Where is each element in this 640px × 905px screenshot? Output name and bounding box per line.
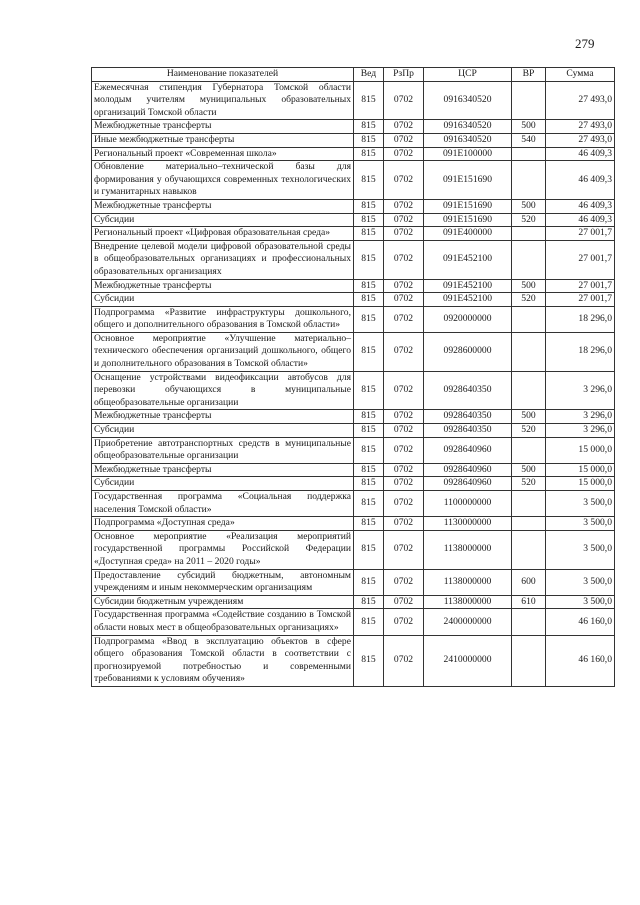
table-row bbox=[92, 147, 615, 161]
cell-sum: 27 493,0 bbox=[546, 81, 615, 120]
table-row bbox=[92, 477, 615, 491]
cell-vr bbox=[512, 491, 546, 517]
cell-vr: 500 bbox=[512, 463, 546, 477]
cell-name: Межбюджетные трансферты bbox=[92, 199, 354, 213]
cell-name: Предоставление субсидий бюджетным, автономным учреждениям и иным некоммерческим организациям bbox=[92, 569, 354, 595]
cell-vr bbox=[512, 332, 546, 371]
table-row bbox=[92, 491, 615, 517]
cell-vr: 520 bbox=[512, 477, 546, 491]
table-row bbox=[92, 213, 615, 227]
cell-rzpr: 0702 bbox=[384, 306, 424, 332]
cell-sum: 3 500,0 bbox=[546, 530, 615, 569]
cell-csr: 091E452100 bbox=[424, 279, 512, 293]
cell-rzpr: 0702 bbox=[384, 595, 424, 609]
table-row bbox=[92, 279, 615, 293]
cell-csr: 1138000000 bbox=[424, 595, 512, 609]
header-vr: ВР bbox=[512, 68, 546, 82]
cell-csr: 0916340520 bbox=[424, 133, 512, 147]
cell-name: Региональный проект «Современная школа» bbox=[92, 147, 354, 161]
cell-csr: 0928640350 bbox=[424, 410, 512, 424]
table-row bbox=[92, 293, 615, 307]
cell-name: Оснащение устройствами видеофиксации автобусов для перевозки обучающихся в муниципальные общеобразовательные организации bbox=[92, 371, 354, 410]
cell-name: Основное мероприятие «Улучшение материально–технического обеспечения организаций дошкольного, общего и дополнительного образования в Томской области» bbox=[92, 332, 354, 371]
cell-ved: 815 bbox=[354, 213, 384, 227]
table-row bbox=[92, 595, 615, 609]
cell-vr bbox=[512, 635, 546, 686]
table-row bbox=[92, 410, 615, 424]
cell-csr: 0928640960 bbox=[424, 437, 512, 463]
cell-csr: 0928640350 bbox=[424, 424, 512, 438]
cell-csr: 0916340520 bbox=[424, 120, 512, 134]
cell-rzpr: 0702 bbox=[384, 199, 424, 213]
cell-name: Государственная программа «Содействие созданию в Томской области новых мест в общеобразовательных организациях» bbox=[92, 609, 354, 635]
cell-ved: 815 bbox=[354, 635, 384, 686]
cell-sum: 3 296,0 bbox=[546, 424, 615, 438]
cell-csr: 091E400000 bbox=[424, 227, 512, 241]
cell-name: Субсидии bbox=[92, 424, 354, 438]
cell-vr bbox=[512, 240, 546, 279]
cell-sum: 3 296,0 bbox=[546, 410, 615, 424]
cell-csr: 1130000000 bbox=[424, 517, 512, 531]
table-row bbox=[92, 530, 615, 569]
cell-sum: 18 296,0 bbox=[546, 306, 615, 332]
header-sum: Сумма bbox=[546, 68, 615, 82]
cell-name: Межбюджетные трансферты bbox=[92, 463, 354, 477]
table-row bbox=[92, 120, 615, 134]
cell-sum: 27 001,7 bbox=[546, 240, 615, 279]
cell-sum: 15 000,0 bbox=[546, 477, 615, 491]
cell-ved: 815 bbox=[354, 517, 384, 531]
cell-name: Обновление материально–технической базы для формирования у обучающихся современных технологических и гуманитарных навыков bbox=[92, 161, 354, 200]
cell-ved: 815 bbox=[354, 147, 384, 161]
cell-rzpr: 0702 bbox=[384, 332, 424, 371]
cell-ved: 815 bbox=[354, 424, 384, 438]
cell-rzpr: 0702 bbox=[384, 147, 424, 161]
cell-ved: 815 bbox=[354, 293, 384, 307]
cell-ved: 815 bbox=[354, 437, 384, 463]
cell-ved: 815 bbox=[354, 227, 384, 241]
cell-name: Подпрограмма «Ввод в эксплуатацию объектов в сфере общего образования Томской области в соответствии с прогнозируемой потребностью и современными требованиями к условиям обучения» bbox=[92, 635, 354, 686]
cell-vr: 540 bbox=[512, 133, 546, 147]
table-row bbox=[92, 240, 615, 279]
cell-ved: 815 bbox=[354, 530, 384, 569]
cell-sum: 46 160,0 bbox=[546, 609, 615, 635]
page-number: 279 bbox=[575, 36, 595, 51]
cell-ved: 815 bbox=[354, 161, 384, 200]
cell-csr: 0916340520 bbox=[424, 81, 512, 120]
cell-rzpr: 0702 bbox=[384, 120, 424, 134]
cell-rzpr: 0702 bbox=[384, 293, 424, 307]
cell-ved: 815 bbox=[354, 371, 384, 410]
cell-ved: 815 bbox=[354, 595, 384, 609]
table-header-row bbox=[92, 68, 615, 82]
cell-sum: 27 001,7 bbox=[546, 293, 615, 307]
cell-vr bbox=[512, 161, 546, 200]
cell-csr: 091E151690 bbox=[424, 213, 512, 227]
cell-rzpr: 0702 bbox=[384, 491, 424, 517]
table-row bbox=[92, 437, 615, 463]
cell-csr: 0920000000 bbox=[424, 306, 512, 332]
table-row bbox=[92, 371, 615, 410]
cell-ved: 815 bbox=[354, 279, 384, 293]
cell-rzpr: 0702 bbox=[384, 161, 424, 200]
cell-vr: 520 bbox=[512, 424, 546, 438]
cell-rzpr: 0702 bbox=[384, 213, 424, 227]
cell-rzpr: 0702 bbox=[384, 410, 424, 424]
cell-rzpr: 0702 bbox=[384, 240, 424, 279]
cell-vr bbox=[512, 609, 546, 635]
cell-csr: 1100000000 bbox=[424, 491, 512, 517]
cell-ved: 815 bbox=[354, 609, 384, 635]
cell-name: Иные межбюджетные трансферты bbox=[92, 133, 354, 147]
cell-vr bbox=[512, 517, 546, 531]
cell-rzpr: 0702 bbox=[384, 424, 424, 438]
cell-csr: 091E151690 bbox=[424, 161, 512, 200]
cell-name: Подпрограмма «Развитие инфраструктуры дошкольного, общего и дополнительного образования в Томской области» bbox=[92, 306, 354, 332]
cell-sum: 3 500,0 bbox=[546, 595, 615, 609]
cell-ved: 815 bbox=[354, 569, 384, 595]
cell-csr: 1138000000 bbox=[424, 569, 512, 595]
cell-csr: 091E100000 bbox=[424, 147, 512, 161]
cell-csr: 091E452100 bbox=[424, 240, 512, 279]
cell-ved: 815 bbox=[354, 81, 384, 120]
cell-csr: 091E151690 bbox=[424, 199, 512, 213]
cell-rzpr: 0702 bbox=[384, 279, 424, 293]
cell-rzpr: 0702 bbox=[384, 437, 424, 463]
cell-vr bbox=[512, 227, 546, 241]
cell-sum: 3 500,0 bbox=[546, 517, 615, 531]
cell-sum: 46 409,3 bbox=[546, 147, 615, 161]
header-ved: Вед bbox=[354, 68, 384, 82]
cell-sum: 27 493,0 bbox=[546, 120, 615, 134]
cell-rzpr: 0702 bbox=[384, 609, 424, 635]
cell-vr: 500 bbox=[512, 120, 546, 134]
cell-vr bbox=[512, 147, 546, 161]
cell-vr bbox=[512, 306, 546, 332]
cell-rzpr: 0702 bbox=[384, 81, 424, 120]
cell-rzpr: 0702 bbox=[384, 133, 424, 147]
cell-ved: 815 bbox=[354, 410, 384, 424]
cell-csr: 0928640960 bbox=[424, 477, 512, 491]
cell-name: Межбюджетные трансферты bbox=[92, 120, 354, 134]
cell-sum: 15 000,0 bbox=[546, 437, 615, 463]
cell-rzpr: 0702 bbox=[384, 371, 424, 410]
table-row bbox=[92, 569, 615, 595]
cell-ved: 815 bbox=[354, 199, 384, 213]
cell-vr: 500 bbox=[512, 410, 546, 424]
cell-rzpr: 0702 bbox=[384, 227, 424, 241]
cell-sum: 27 001,7 bbox=[546, 279, 615, 293]
cell-vr: 600 bbox=[512, 569, 546, 595]
cell-name: Государственная программа «Социальная поддержка населения Томской области» bbox=[92, 491, 354, 517]
cell-rzpr: 0702 bbox=[384, 635, 424, 686]
cell-vr: 610 bbox=[512, 595, 546, 609]
cell-ved: 815 bbox=[354, 477, 384, 491]
cell-ved: 815 bbox=[354, 491, 384, 517]
cell-sum: 3 296,0 bbox=[546, 371, 615, 410]
table-row bbox=[92, 609, 615, 635]
cell-sum: 46 409,3 bbox=[546, 213, 615, 227]
cell-sum: 27 001,7 bbox=[546, 227, 615, 241]
table-row bbox=[92, 81, 615, 120]
cell-name: Субсидии bbox=[92, 477, 354, 491]
table-row bbox=[92, 306, 615, 332]
cell-name: Межбюджетные трансферты bbox=[92, 279, 354, 293]
cell-ved: 815 bbox=[354, 240, 384, 279]
cell-csr: 0928600000 bbox=[424, 332, 512, 371]
cell-csr: 2400000000 bbox=[424, 609, 512, 635]
cell-vr bbox=[512, 371, 546, 410]
header-name: Наименование показателей bbox=[92, 68, 354, 82]
cell-sum: 46 409,3 bbox=[546, 161, 615, 200]
cell-csr: 2410000000 bbox=[424, 635, 512, 686]
cell-name: Субсидии бюджетным учреждениям bbox=[92, 595, 354, 609]
table-row bbox=[92, 517, 615, 531]
cell-sum: 18 296,0 bbox=[546, 332, 615, 371]
cell-vr bbox=[512, 437, 546, 463]
cell-vr: 500 bbox=[512, 199, 546, 213]
cell-name: Основное мероприятие «Реализация мероприятий государственной программы Российской Федерации «Доступная среда» на 2011 – 2020 годы» bbox=[92, 530, 354, 569]
budget-table bbox=[91, 67, 615, 687]
table-row bbox=[92, 424, 615, 438]
table-row bbox=[92, 133, 615, 147]
cell-ved: 815 bbox=[354, 463, 384, 477]
cell-name: Межбюджетные трансферты bbox=[92, 410, 354, 424]
cell-sum: 46 409,3 bbox=[546, 199, 615, 213]
cell-rzpr: 0702 bbox=[384, 517, 424, 531]
cell-sum: 3 500,0 bbox=[546, 491, 615, 517]
table-row bbox=[92, 332, 615, 371]
cell-vr: 520 bbox=[512, 293, 546, 307]
header-rzpr: РзПр bbox=[384, 68, 424, 82]
cell-rzpr: 0702 bbox=[384, 463, 424, 477]
cell-vr bbox=[512, 530, 546, 569]
cell-vr bbox=[512, 81, 546, 120]
cell-ved: 815 bbox=[354, 332, 384, 371]
cell-name: Ежемесячная стипендия Губернатора Томской области молодым учителям муниципальных образовательных организаций Томской области bbox=[92, 81, 354, 120]
cell-name: Подпрограмма «Доступная среда» bbox=[92, 517, 354, 531]
cell-csr: 091E452100 bbox=[424, 293, 512, 307]
cell-csr: 1138000000 bbox=[424, 530, 512, 569]
cell-sum: 3 500,0 bbox=[546, 569, 615, 595]
cell-name: Субсидии bbox=[92, 293, 354, 307]
cell-ved: 815 bbox=[354, 120, 384, 134]
header-csr: ЦСР bbox=[424, 68, 512, 82]
cell-sum: 27 493,0 bbox=[546, 133, 615, 147]
cell-vr: 500 bbox=[512, 279, 546, 293]
cell-ved: 815 bbox=[354, 133, 384, 147]
cell-rzpr: 0702 bbox=[384, 530, 424, 569]
table-row bbox=[92, 199, 615, 213]
cell-rzpr: 0702 bbox=[384, 569, 424, 595]
cell-name: Региональный проект «Цифровая образовательная среда» bbox=[92, 227, 354, 241]
cell-ved: 815 bbox=[354, 306, 384, 332]
cell-vr: 520 bbox=[512, 213, 546, 227]
table-row bbox=[92, 227, 615, 241]
table-row bbox=[92, 463, 615, 477]
cell-name: Приобретение автотранспортных средств в муниципальные общеобразовательные организации bbox=[92, 437, 354, 463]
cell-csr: 0928640960 bbox=[424, 463, 512, 477]
cell-sum: 46 160,0 bbox=[546, 635, 615, 686]
cell-sum: 15 000,0 bbox=[546, 463, 615, 477]
cell-csr: 0928640350 bbox=[424, 371, 512, 410]
cell-name: Субсидии bbox=[92, 213, 354, 227]
table-row bbox=[92, 161, 615, 200]
table-row bbox=[92, 635, 615, 686]
cell-rzpr: 0702 bbox=[384, 477, 424, 491]
cell-name: Внедрение целевой модели цифровой образовательной среды в общеобразовательных организациях и профессиональных образовательных организациях bbox=[92, 240, 354, 279]
